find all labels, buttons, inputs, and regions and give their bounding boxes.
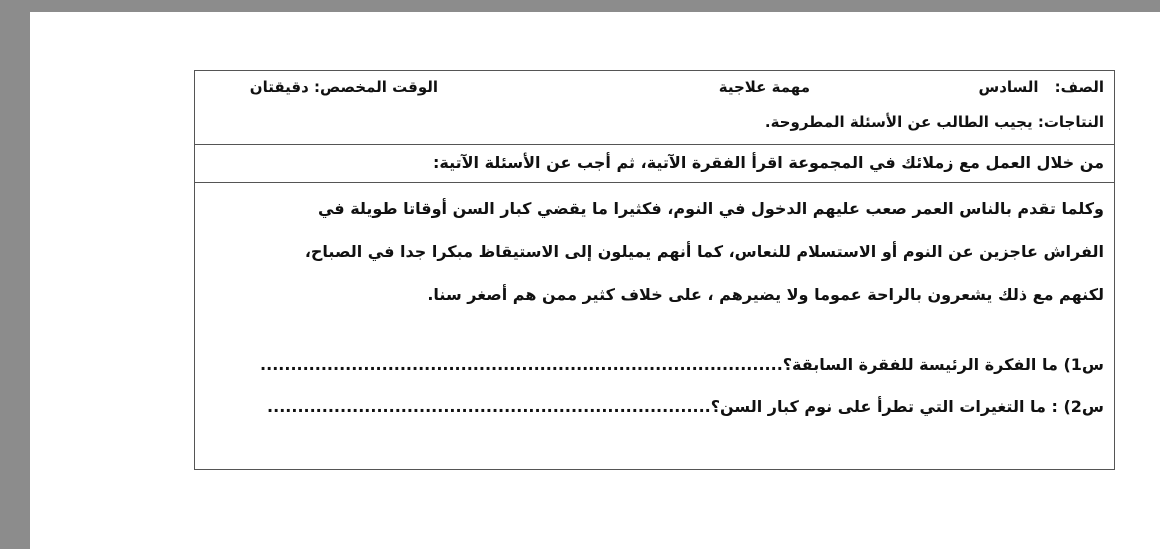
worksheet-header — [195, 71, 1114, 145]
class-field — [979, 78, 1105, 96]
class-value: السادس — [978, 78, 1039, 96]
time-field — [250, 78, 438, 96]
document-page — [30, 12, 1160, 549]
time-value: دقيقتان — [249, 78, 309, 96]
reading-passage — [195, 183, 1114, 316]
task-title: مهمة علاجية — [718, 78, 810, 96]
passage-line: الفراش عاجزين عن النوم أو الاستسلام للنعاس، كما أنهم يميلون إلى الاستيقاظ مبكرا جدا في الصباح، — [304, 242, 1104, 261]
passage-line: وكلما تقدم بالناس العمر صعب عليهم الدخول في النوم، فكثيرا ما يقضي كبار السن أوقاتا طويلة في — [317, 199, 1104, 218]
question-1: س1) ما الفكرة الرئيسة للفقرة السابقة؟...................................................................................... — [260, 355, 1104, 374]
question-2: س2) : ما التغيرات التي تطرأ على نوم كبار السن؟......................................................................... — [267, 397, 1104, 416]
time-label: الوقت المخصص: — [314, 78, 438, 96]
passage-line: لكنهم مع ذلك يشعرون بالراحة عموما ولا يضيرهم ، على خلاف كثير ممن هم أصغر سنا. — [427, 285, 1104, 304]
class-label: الصف: — [1054, 78, 1104, 96]
instruction-text: من خلال العمل مع زملائك في المجموعة اقرأ الفقرة الآتية، ثم أجب عن الأسئلة الآتية: — [195, 145, 1114, 183]
questions-list — [260, 344, 1104, 428]
worksheet-frame — [194, 70, 1115, 470]
outcomes-text: النتاجات: يجيب الطالب عن الأسئلة المطروحة. — [764, 113, 1104, 131]
